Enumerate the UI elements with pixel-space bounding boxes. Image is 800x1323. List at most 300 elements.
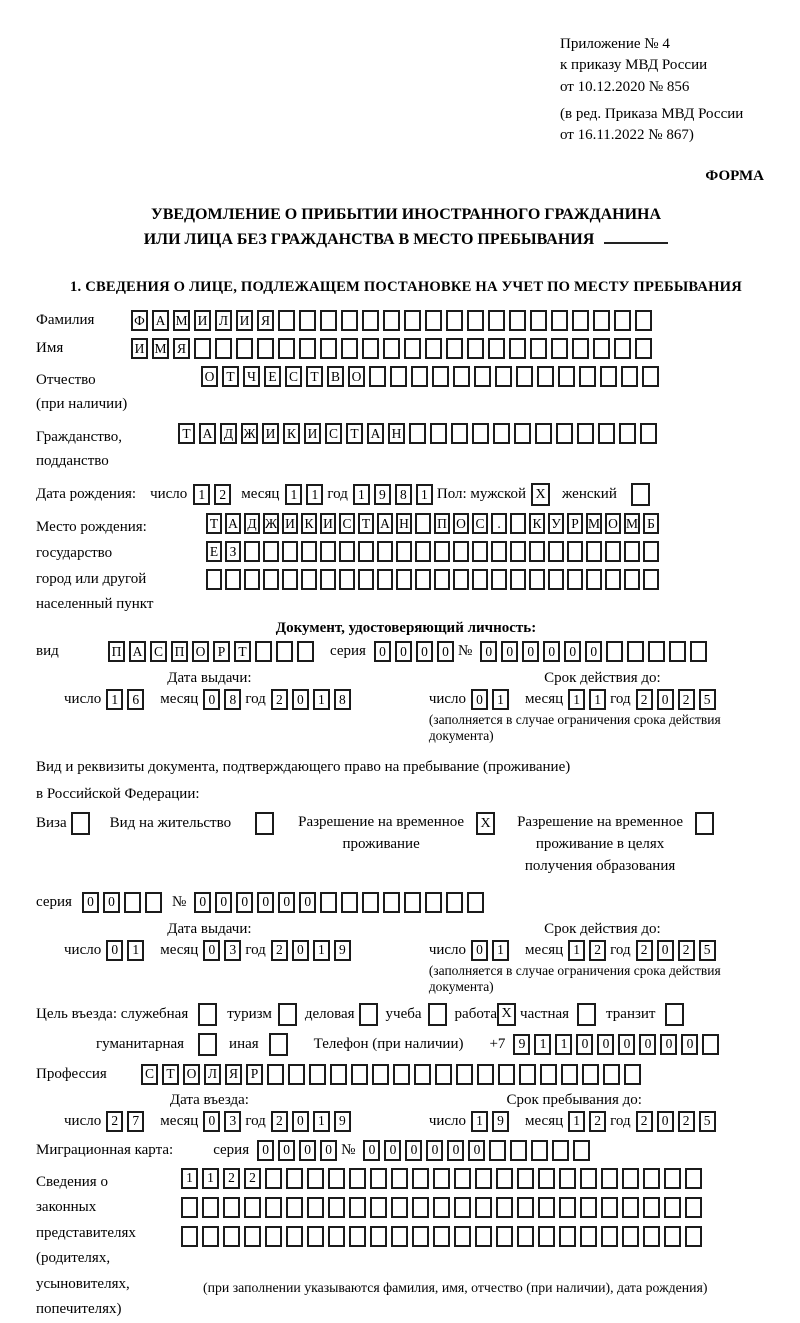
char-box[interactable]: С [325,423,342,444]
char-box[interactable]: 1 [313,940,330,961]
char-box[interactable]: 0 [639,1034,656,1055]
checkbox-business[interactable] [359,1003,378,1026]
char-box[interactable] [664,1226,681,1247]
char-box[interactable]: . [491,513,507,534]
char-box[interactable]: Е [264,366,281,387]
char-box[interactable] [223,1197,240,1218]
char-box[interactable]: 0 [374,641,391,662]
char-box[interactable] [605,569,621,590]
char-box[interactable]: Р [246,1064,263,1085]
char-box[interactable] [495,366,512,387]
char-box[interactable]: 1 [106,689,123,710]
char-box[interactable]: П [434,513,450,534]
char-box[interactable]: 0 [501,641,518,662]
surname-boxes[interactable] [131,310,656,331]
char-box[interactable] [244,541,260,562]
char-box[interactable] [467,338,484,359]
char-box[interactable] [531,1140,548,1161]
char-box[interactable]: 0 [471,940,488,961]
char-box[interactable]: П [108,641,125,662]
char-box[interactable] [267,1064,284,1085]
char-box[interactable] [643,1197,660,1218]
char-box[interactable]: Т [206,513,222,534]
char-box[interactable]: 1 [127,940,144,961]
char-box[interactable]: 1 [471,1111,488,1132]
char-box[interactable] [369,366,386,387]
firstname-boxes[interactable] [131,338,656,359]
char-box[interactable] [451,423,468,444]
char-box[interactable] [635,338,652,359]
char-box[interactable]: 2 [589,940,606,961]
char-box[interactable] [586,569,602,590]
char-box[interactable]: Р [567,513,583,534]
char-box[interactable]: 9 [334,1111,351,1132]
char-box[interactable]: Ч [243,366,260,387]
char-box[interactable]: Т [358,513,374,534]
char-box[interactable] [454,1197,471,1218]
char-box[interactable] [433,1168,450,1189]
char-box[interactable] [493,423,510,444]
char-box[interactable]: 0 [299,1140,316,1161]
entry-month-boxes[interactable] [203,1111,245,1132]
char-box[interactable]: 1 [313,1111,330,1132]
char-box[interactable]: М [586,513,602,534]
char-box[interactable]: 0 [203,940,220,961]
char-box[interactable]: Я [173,338,190,359]
char-box[interactable]: 0 [468,1140,485,1161]
char-box[interactable] [601,1226,618,1247]
char-box[interactable] [624,1064,641,1085]
char-box[interactable] [456,1064,473,1085]
char-box[interactable] [510,541,526,562]
char-box[interactable]: 0 [82,892,99,913]
char-box[interactable]: 0 [657,1111,674,1132]
migration-series-boxes[interactable] [257,1140,341,1161]
char-box[interactable]: 1 [313,689,330,710]
char-box[interactable] [537,366,554,387]
char-box[interactable] [409,423,426,444]
char-box[interactable] [453,366,470,387]
char-box[interactable] [496,1168,513,1189]
char-box[interactable]: 0 [576,1034,593,1055]
char-box[interactable] [263,569,279,590]
char-box[interactable] [572,338,589,359]
char-box[interactable] [411,366,428,387]
char-box[interactable]: 0 [292,940,309,961]
char-box[interactable] [598,423,615,444]
char-box[interactable] [446,338,463,359]
char-box[interactable] [383,892,400,913]
char-box[interactable]: 2 [636,689,653,710]
char-box[interactable] [664,1168,681,1189]
char-box[interactable] [642,366,659,387]
char-box[interactable]: Я [225,1064,242,1085]
char-box[interactable] [124,892,141,913]
citizenship-boxes[interactable] [178,423,661,444]
char-box[interactable]: 0 [660,1034,677,1055]
migration-number-boxes[interactable] [363,1140,594,1161]
char-box[interactable]: 0 [278,892,295,913]
char-box[interactable] [377,541,393,562]
char-box[interactable] [307,1168,324,1189]
char-box[interactable] [202,1197,219,1218]
char-box[interactable] [605,541,621,562]
char-box[interactable] [475,1168,492,1189]
representatives-boxes-row1[interactable] [181,1168,707,1189]
char-box[interactable] [341,310,358,331]
char-box[interactable]: 0 [585,641,602,662]
char-box[interactable] [265,1197,282,1218]
char-box[interactable] [225,569,241,590]
representatives-boxes-row3[interactable] [181,1226,707,1247]
char-box[interactable]: 7 [127,1111,144,1132]
char-box[interactable] [472,569,488,590]
char-box[interactable]: 0 [320,1140,337,1161]
birthplace-boxes-row1[interactable] [206,513,662,534]
representatives-boxes-row2[interactable] [181,1197,707,1218]
char-box[interactable]: 2 [678,1111,695,1132]
char-box[interactable] [664,1197,681,1218]
char-box[interactable] [433,1197,450,1218]
char-box[interactable]: Б [643,513,659,534]
checkbox-male[interactable]: X [531,483,550,506]
checkbox-transit[interactable] [665,1003,684,1026]
char-box[interactable]: И [282,513,298,534]
char-box[interactable]: 0 [543,641,560,662]
char-box[interactable] [496,1226,513,1247]
char-box[interactable] [567,569,583,590]
checkbox-private[interactable] [577,1003,596,1026]
checkbox-work[interactable]: X [497,1003,516,1026]
char-box[interactable]: 0 [363,1140,380,1161]
char-box[interactable]: 1 [181,1168,198,1189]
char-box[interactable] [341,892,358,913]
char-box[interactable] [551,310,568,331]
char-box[interactable] [320,310,337,331]
char-box[interactable]: 0 [405,1140,422,1161]
char-box[interactable] [489,1140,506,1161]
char-box[interactable]: 1 [555,1034,572,1055]
char-box[interactable]: 1 [353,484,370,505]
char-box[interactable] [509,310,526,331]
char-box[interactable] [301,541,317,562]
residence-series-boxes[interactable] [82,892,166,913]
char-box[interactable] [307,1197,324,1218]
char-box[interactable]: М [152,338,169,359]
char-box[interactable] [510,569,526,590]
char-box[interactable]: 1 [193,484,210,505]
char-box[interactable]: 0 [257,1140,274,1161]
char-box[interactable]: Т [306,366,323,387]
char-box[interactable]: 1 [568,1111,585,1132]
char-box[interactable] [297,641,314,662]
char-box[interactable]: 9 [374,484,391,505]
char-box[interactable] [453,569,469,590]
char-box[interactable] [278,338,295,359]
checkbox-visa[interactable] [71,812,90,835]
char-box[interactable] [556,423,573,444]
residence-expiry-day-boxes[interactable] [471,940,513,961]
char-box[interactable]: 9 [492,1111,509,1132]
char-box[interactable] [328,1168,345,1189]
char-box[interactable] [643,541,659,562]
char-box[interactable] [415,513,431,534]
char-box[interactable] [491,569,507,590]
residence-number-boxes[interactable] [194,892,488,913]
char-box[interactable]: К [283,423,300,444]
char-box[interactable]: Л [204,1064,221,1085]
char-box[interactable] [601,1197,618,1218]
char-box[interactable] [351,1064,368,1085]
issue-month-boxes[interactable] [203,689,245,710]
char-box[interactable] [404,310,421,331]
char-box[interactable] [206,569,222,590]
char-box[interactable]: 0 [299,892,316,913]
char-box[interactable] [558,366,575,387]
char-box[interactable] [685,1197,702,1218]
char-box[interactable] [393,1064,410,1085]
char-box[interactable]: О [605,513,621,534]
char-box[interactable] [328,1226,345,1247]
char-box[interactable] [370,1168,387,1189]
char-box[interactable]: М [173,310,190,331]
char-box[interactable] [282,541,298,562]
char-box[interactable] [236,338,253,359]
char-box[interactable] [579,366,596,387]
char-box[interactable] [286,1168,303,1189]
char-box[interactable] [257,338,274,359]
char-box[interactable]: Д [244,513,260,534]
char-box[interactable] [475,1226,492,1247]
char-box[interactable] [474,366,491,387]
char-box[interactable]: А [225,513,241,534]
char-box[interactable] [309,1064,326,1085]
char-box[interactable] [341,338,358,359]
doc-series-boxes[interactable] [374,641,458,662]
entry-day-boxes[interactable] [106,1111,148,1132]
char-box[interactable]: 0 [681,1034,698,1055]
char-box[interactable] [498,1064,515,1085]
char-box[interactable]: И [262,423,279,444]
char-box[interactable] [425,338,442,359]
char-box[interactable]: Ж [263,513,279,534]
char-box[interactable]: 2 [106,1111,123,1132]
char-box[interactable] [263,541,279,562]
char-box[interactable] [414,1064,431,1085]
checkbox-other[interactable] [269,1033,288,1056]
char-box[interactable]: Т [346,423,363,444]
char-box[interactable]: О [453,513,469,534]
char-box[interactable] [509,338,526,359]
char-box[interactable] [339,541,355,562]
char-box[interactable] [519,1064,536,1085]
char-box[interactable] [307,1226,324,1247]
char-box[interactable] [559,1226,576,1247]
char-box[interactable] [404,892,421,913]
char-box[interactable] [606,641,623,662]
char-box[interactable] [320,892,337,913]
birthplace-boxes-row2[interactable] [206,541,662,562]
char-box[interactable]: 5 [699,689,716,710]
char-box[interactable] [552,1140,569,1161]
char-box[interactable] [255,641,272,662]
char-box[interactable] [358,541,374,562]
checkbox-tourism[interactable] [278,1003,297,1026]
birth-year-boxes[interactable] [353,484,437,505]
char-box[interactable]: О [348,366,365,387]
char-box[interactable] [349,1197,366,1218]
stay-month-boxes[interactable] [568,1111,610,1132]
char-box[interactable] [561,1064,578,1085]
char-box[interactable]: 0 [292,1111,309,1132]
char-box[interactable] [567,541,583,562]
residence-expiry-month-boxes[interactable] [568,940,610,961]
char-box[interactable]: 1 [568,940,585,961]
char-box[interactable] [432,366,449,387]
char-box[interactable] [320,541,336,562]
char-box[interactable] [530,338,547,359]
char-box[interactable] [446,892,463,913]
char-box[interactable]: А [377,513,393,534]
char-box[interactable] [538,1226,555,1247]
char-box[interactable] [538,1168,555,1189]
char-box[interactable]: 2 [678,940,695,961]
char-box[interactable]: 0 [437,641,454,662]
char-box[interactable] [223,1226,240,1247]
char-box[interactable]: 0 [236,892,253,913]
char-box[interactable] [396,541,412,562]
char-box[interactable] [627,641,644,662]
birthplace-boxes-row3[interactable] [206,569,662,590]
char-box[interactable]: 2 [214,484,231,505]
char-box[interactable] [370,1226,387,1247]
char-box[interactable] [540,1064,557,1085]
char-box[interactable]: 0 [106,940,123,961]
char-box[interactable] [278,310,295,331]
char-box[interactable]: 1 [285,484,302,505]
char-box[interactable]: 9 [513,1034,530,1055]
char-box[interactable] [643,1168,660,1189]
char-box[interactable] [603,1064,620,1085]
checkbox-temp-residence-education[interactable] [695,812,714,835]
char-box[interactable]: 2 [271,940,288,961]
char-box[interactable] [622,1197,639,1218]
char-box[interactable] [586,541,602,562]
char-box[interactable]: Е [206,541,222,562]
char-box[interactable] [529,541,545,562]
char-box[interactable]: 0 [564,641,581,662]
char-box[interactable] [362,892,379,913]
residence-issue-day-boxes[interactable] [106,940,148,961]
char-box[interactable] [573,1140,590,1161]
char-box[interactable]: И [131,338,148,359]
char-box[interactable]: 0 [416,641,433,662]
char-box[interactable] [415,541,431,562]
char-box[interactable] [548,541,564,562]
char-box[interactable]: С [339,513,355,534]
char-box[interactable] [349,1168,366,1189]
char-box[interactable] [577,423,594,444]
char-box[interactable]: С [285,366,302,387]
char-box[interactable]: 2 [678,689,695,710]
char-box[interactable] [349,1226,366,1247]
char-box[interactable] [265,1226,282,1247]
char-box[interactable]: Д [220,423,237,444]
char-box[interactable]: К [301,513,317,534]
char-box[interactable] [215,338,232,359]
residence-issue-month-boxes[interactable] [203,940,245,961]
stay-day-boxes[interactable] [471,1111,513,1132]
char-box[interactable] [530,310,547,331]
char-box[interactable]: 0 [522,641,539,662]
birth-day-boxes[interactable] [193,484,235,505]
char-box[interactable]: О [183,1064,200,1085]
char-box[interactable] [580,1168,597,1189]
char-box[interactable] [415,569,431,590]
char-box[interactable] [412,1168,429,1189]
char-box[interactable] [488,338,505,359]
char-box[interactable]: 5 [699,940,716,961]
char-box[interactable] [286,1197,303,1218]
char-box[interactable] [643,1226,660,1247]
char-box[interactable] [601,1168,618,1189]
char-box[interactable]: 0 [395,641,412,662]
char-box[interactable] [475,1197,492,1218]
expiry-month-boxes[interactable] [568,689,610,710]
char-box[interactable] [572,310,589,331]
char-box[interactable] [454,1226,471,1247]
char-box[interactable] [517,1226,534,1247]
char-box[interactable]: 1 [589,689,606,710]
char-box[interactable]: Т [178,423,195,444]
char-box[interactable] [643,569,659,590]
char-box[interactable]: 0 [384,1140,401,1161]
char-box[interactable] [600,366,617,387]
char-box[interactable] [690,641,707,662]
char-box[interactable] [516,366,533,387]
char-box[interactable] [548,569,564,590]
char-box[interactable] [648,641,665,662]
char-box[interactable] [286,1226,303,1247]
char-box[interactable]: Т [222,366,239,387]
char-box[interactable]: 9 [334,940,351,961]
char-box[interactable]: 8 [395,484,412,505]
char-box[interactable]: И [194,310,211,331]
char-box[interactable] [299,338,316,359]
char-box[interactable] [372,1064,389,1085]
char-box[interactable] [635,310,652,331]
char-box[interactable]: 2 [223,1168,240,1189]
char-box[interactable]: 1 [568,689,585,710]
char-box[interactable] [496,1197,513,1218]
char-box[interactable] [454,1168,471,1189]
char-box[interactable]: 8 [334,689,351,710]
char-box[interactable] [624,541,640,562]
char-box[interactable]: 1 [492,689,509,710]
char-box[interactable]: П [171,641,188,662]
char-box[interactable] [362,310,379,331]
char-box[interactable] [669,641,686,662]
char-box[interactable]: 0 [215,892,232,913]
checkbox-study[interactable] [428,1003,447,1026]
char-box[interactable] [619,423,636,444]
char-box[interactable] [299,310,316,331]
expiry-day-boxes[interactable] [471,689,513,710]
char-box[interactable] [330,1064,347,1085]
char-box[interactable]: Ж [241,423,258,444]
char-box[interactable] [622,1226,639,1247]
checkbox-residence-permit[interactable] [255,812,274,835]
